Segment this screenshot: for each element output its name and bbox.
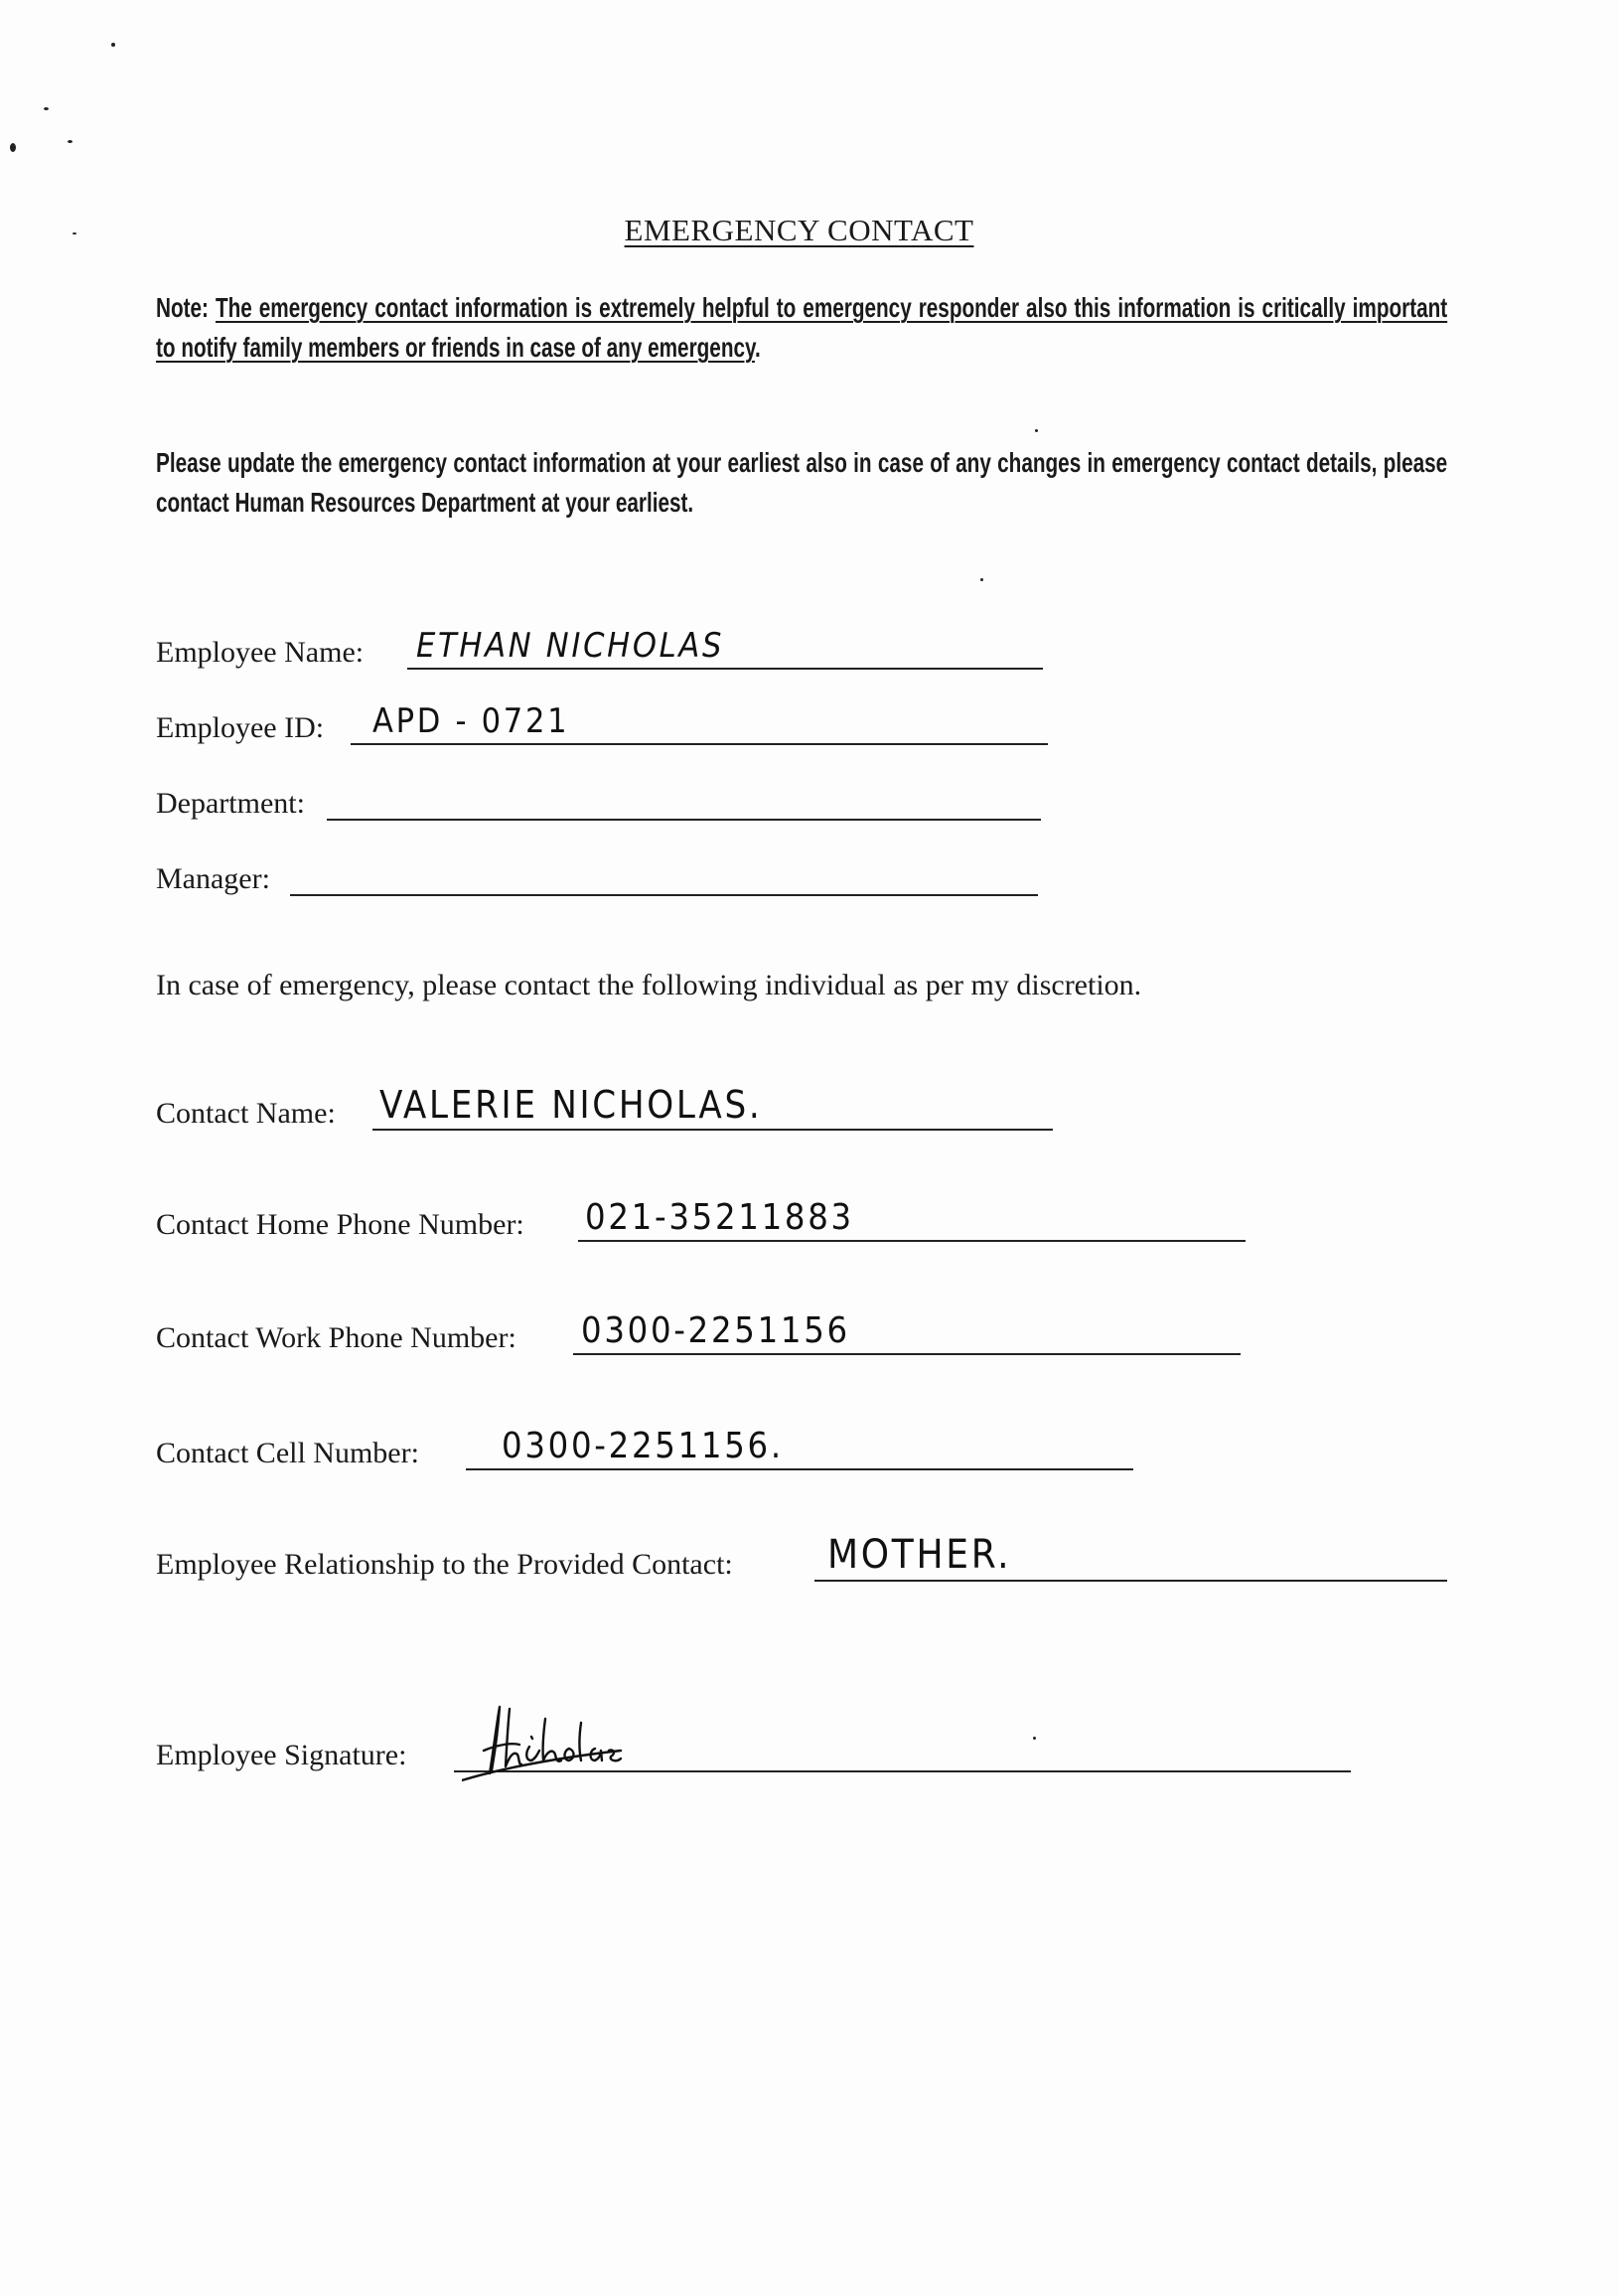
contact-work-phone-field <box>156 1310 1268 1363</box>
contact-home-phone-field <box>156 1197 1268 1250</box>
relationship-input[interactable] <box>814 1580 1447 1582</box>
contact-cell-label: Contact Cell Number: <box>156 1437 419 1469</box>
update-paragraph-text: Please update the emergency contact information at your earliest also in case of any changes in emergency contact details, please contact Human Resources Department at your earliest. <box>156 447 1448 518</box>
department-label: Department: <box>156 787 305 820</box>
note-prefix: Note: <box>156 292 216 323</box>
scan-speck <box>1035 429 1038 432</box>
employee-name-value: ETHAN NICHOLAS <box>416 626 725 666</box>
scan-speck <box>111 43 115 47</box>
relationship-value: MOTHER. <box>827 1532 1012 1578</box>
signature-image <box>462 1699 661 1788</box>
contact-work-phone-label: Contact Work Phone Number: <box>156 1321 516 1354</box>
note-paragraph <box>156 288 1447 368</box>
contact-home-phone-value: 021-35211883 <box>585 1197 854 1238</box>
employee-id-field <box>156 703 1050 753</box>
emergency-statement: In case of emergency, please contact the following individual as per my discretion. <box>156 969 1142 1001</box>
department-field <box>156 779 1050 829</box>
signature-field <box>156 1731 1358 1780</box>
scan-speck <box>44 107 49 110</box>
contact-cell-field <box>156 1426 1149 1478</box>
employee-id-input[interactable] <box>351 743 1048 745</box>
form-title: EMERGENCY CONTACT <box>624 213 974 247</box>
employee-name-field <box>156 628 1050 678</box>
contact-name-field <box>156 1083 1070 1139</box>
manager-input[interactable] <box>290 894 1038 896</box>
contact-home-phone-input[interactable] <box>578 1240 1246 1242</box>
manager-field <box>156 854 1050 904</box>
relationship-field <box>156 1532 1447 1590</box>
contact-work-phone-value: 0300-2251156 <box>581 1310 850 1351</box>
relationship-label: Employee Relationship to the Provided Contact: <box>156 1548 733 1581</box>
scan-speck <box>980 578 983 581</box>
contact-work-phone-input[interactable] <box>573 1353 1241 1355</box>
employee-id-label: Employee ID: <box>156 711 325 744</box>
contact-cell-value: 0300-2251156. <box>502 1426 784 1466</box>
employee-name-input[interactable] <box>407 668 1043 670</box>
scan-speck <box>68 140 73 143</box>
contact-name-input[interactable] <box>372 1129 1053 1131</box>
contact-home-phone-label: Contact Home Phone Number: <box>156 1208 524 1241</box>
contact-cell-input[interactable] <box>466 1468 1133 1470</box>
manager-label: Manager: <box>156 862 270 895</box>
employee-name-label: Employee Name: <box>156 636 365 669</box>
note-suffix: . <box>754 332 761 363</box>
scan-speck <box>10 143 16 152</box>
contact-name-label: Contact Name: <box>156 1097 336 1130</box>
contact-name-value: VALERIE NICHOLAS. <box>379 1083 763 1127</box>
note-text: The emergency contact information is extremely helpful to emergency responder also this information is critically important to notify family members or friends in case of any emergency <box>156 292 1448 363</box>
update-paragraph <box>156 443 1447 523</box>
scan-speck <box>73 232 76 234</box>
employee-id-value: APD - 0721 <box>372 701 570 741</box>
signature-label: Employee Signature: <box>156 1739 407 1771</box>
department-input[interactable] <box>327 819 1041 821</box>
